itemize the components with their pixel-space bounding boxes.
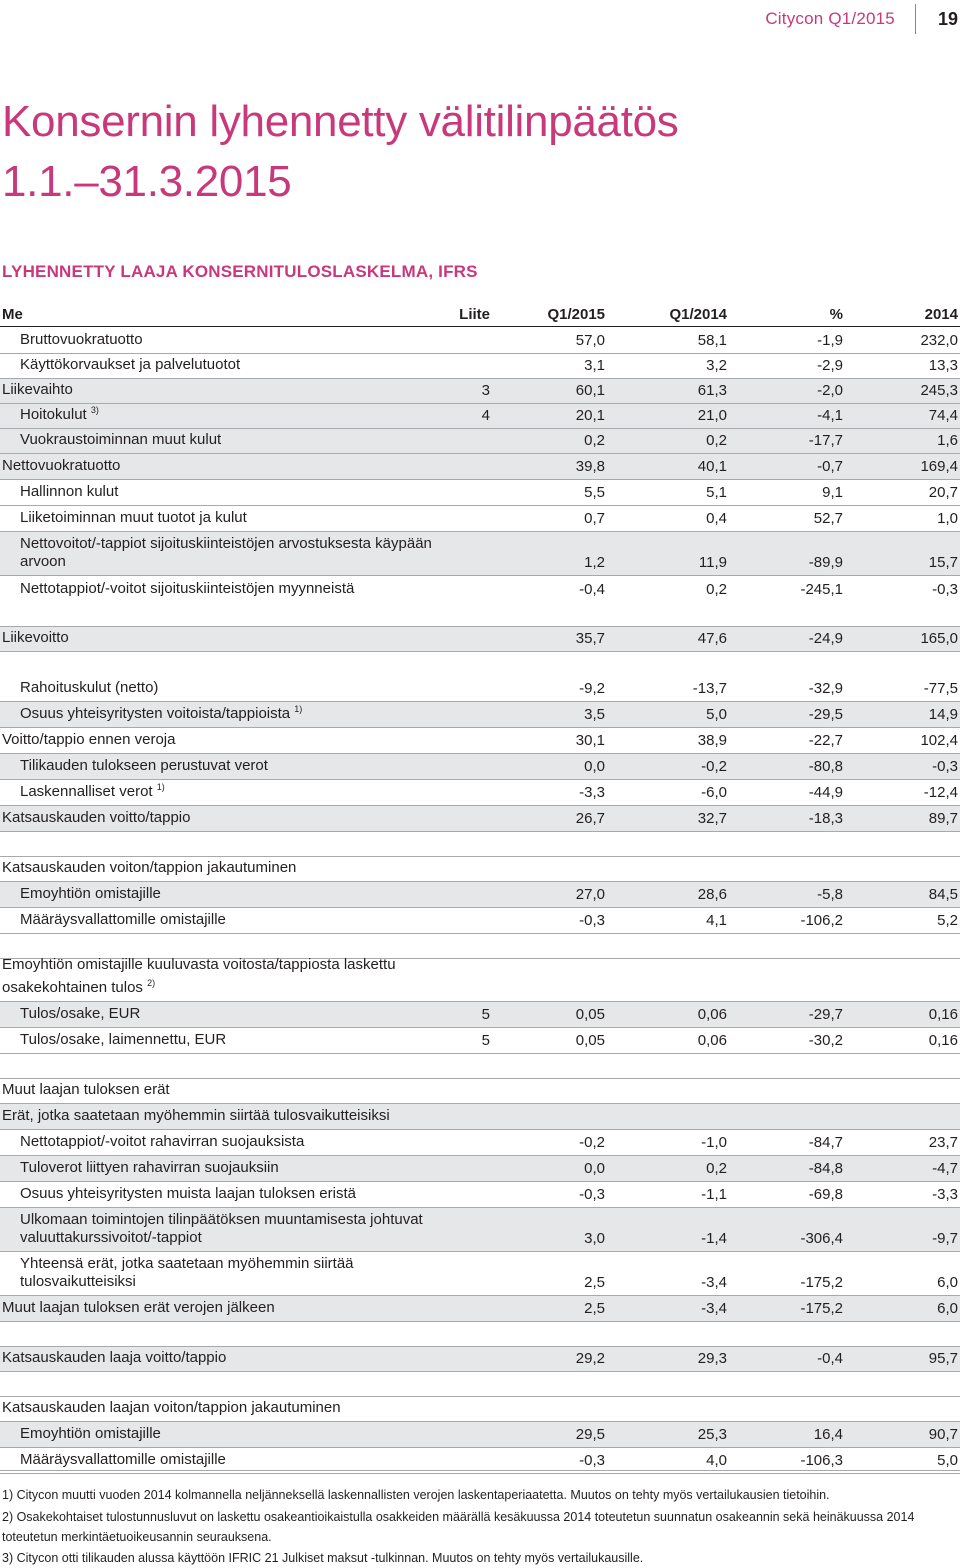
cell-change-pct: -89,9 — [808, 554, 843, 571]
row-label — [20, 700, 450, 723]
cell-change-pct: -175,2 — [800, 1300, 843, 1317]
cell-q1-2014: 21,0 — [697, 407, 727, 424]
table-row — [0, 958, 960, 1002]
cell-2014: 102,4 — [920, 732, 958, 749]
cell-change-pct: -17,7 — [808, 432, 843, 449]
cell-q1-2015: 0,05 — [575, 1032, 605, 1049]
cell-q1-2015: 60,1 — [575, 382, 605, 399]
row-label-text: Osuus yhteisyritysten muista laajan tuloksen eristä — [20, 1185, 356, 1202]
cell-q1-2014: 0,2 — [706, 581, 727, 598]
cell-2014: -0,3 — [932, 581, 958, 598]
cell-q1-2014: 0,2 — [706, 1160, 727, 1177]
table-row — [0, 1028, 960, 1054]
cell-2014: 169,4 — [920, 458, 958, 475]
row-label — [2, 629, 432, 647]
cell-2014: -0,3 — [932, 758, 958, 775]
footnote-ref: 3) — [90, 405, 99, 415]
table-row — [0, 1396, 960, 1422]
footnote-ref: 1) — [156, 782, 165, 792]
table-row — [0, 404, 960, 429]
table-row — [0, 728, 960, 754]
cell-2014: -4,7 — [932, 1160, 958, 1177]
cell-q1-2015: -0,3 — [579, 1186, 605, 1203]
cell-2014: 23,7 — [928, 1134, 958, 1151]
row-label-text: Käyttökorvaukset ja palvelutuotot — [20, 356, 241, 373]
cell-change-pct: -29,7 — [808, 1006, 843, 1023]
table-row — [0, 1252, 960, 1296]
cell-change-pct: -29,5 — [808, 706, 843, 723]
cell-change-pct: 9,1 — [822, 484, 843, 501]
row-label — [20, 580, 450, 598]
table-row — [0, 506, 960, 532]
row-label — [20, 431, 450, 449]
cell-change-pct: -30,2 — [808, 1032, 843, 1049]
cell-q1-2014: 58,1 — [697, 332, 727, 349]
cell-q1-2015: 3,5 — [584, 706, 605, 723]
row-label — [2, 731, 432, 749]
cell-q1-2015: 0,7 — [584, 510, 605, 527]
cell-change-pct: -245,1 — [800, 581, 843, 598]
row-label — [20, 535, 450, 571]
row-label-text: Tulos/osake, laimennettu, EUR — [20, 1031, 227, 1048]
row-label — [2, 1399, 432, 1417]
cell-q1-2014: 0,06 — [697, 1006, 727, 1023]
cell-change-pct: -106,2 — [800, 912, 843, 929]
page-title-line2: 1.1.–31.3.2015 — [2, 157, 292, 206]
cell-q1-2014: -3,4 — [701, 1274, 727, 1291]
cell-q1-2015: 2,5 — [584, 1300, 605, 1317]
row-label-text: Ulkomaan toimintojen tilinpäätöksen muuntamisesta johtuvat valuuttakurssivoitot/-tappiot — [20, 1211, 423, 1246]
table-row — [0, 1296, 960, 1322]
row-label — [2, 457, 432, 475]
cell-q1-2015: 0,0 — [584, 758, 605, 775]
row-label — [20, 1425, 450, 1443]
table-row — [0, 626, 960, 652]
cell-q1-2014: 5,1 — [706, 484, 727, 501]
footnote-2: 2) Osakekohtaiset tulostunnusluvut on laskettu osakeantioikaistulla osakkeiden määrällä kesäkuussa 2014 toteutetun suunnatun osakeannin sekä heinäkuussa 2014 toteutetun merkintäetuoikeusannin seurauksena. — [2, 1510, 915, 1544]
row-label-text: Liikevaihto — [2, 381, 73, 398]
cell-q1-2015: 35,7 — [575, 630, 605, 647]
table-row — [0, 780, 960, 806]
cell-q1-2014: 28,6 — [697, 886, 727, 903]
row-label-text: Emoyhtiön omistajille — [20, 885, 161, 902]
row-label-text: Tilikauden tulokseen perustuvat verot — [20, 757, 268, 774]
row-label — [2, 381, 432, 399]
cell-q1-2014: -0,2 — [701, 758, 727, 775]
cell-change-pct: -22,7 — [808, 732, 843, 749]
row-label — [20, 757, 450, 775]
cell-q1-2014: -1,4 — [701, 1230, 727, 1247]
document-title: Citycon Q1/2015 — [765, 9, 895, 28]
page-header — [765, 6, 960, 32]
cell-q1-2015: 5,5 — [584, 484, 605, 501]
row-label-text: Laskennalliset verot — [20, 783, 153, 800]
cell-2014: 245,3 — [920, 382, 958, 399]
cell-q1-2014: 32,7 — [697, 810, 727, 827]
section-title: LYHENNETTY LAAJA KONSERNITULOSLASKELMA, IFRS — [2, 262, 478, 281]
footnote-3: 3) Citycon otti tilikauden alussa käyttöön IFRIC 21 Julkiset maksut -tulkinnan. Muutos on tehty myös vertailukausille. — [2, 1551, 644, 1565]
cell-2014: 89,7 — [928, 810, 958, 827]
page-number: 19 — [937, 8, 958, 29]
cell-2014: 84,5 — [928, 886, 958, 903]
table-row — [0, 882, 960, 908]
row-label-text: Tulos/osake, EUR — [20, 1005, 141, 1022]
cell-q1-2014: 0,06 — [697, 1032, 727, 1049]
cell-q1-2015: 29,5 — [575, 1426, 605, 1443]
cell-2014: 165,0 — [920, 630, 958, 647]
cell-change-pct: -175,2 — [800, 1274, 843, 1291]
row-label — [20, 1211, 450, 1247]
row-label — [2, 956, 432, 997]
cell-q1-2015: -9,2 — [579, 680, 605, 697]
page-title-line1: Konsernin lyhennetty välitilinpäätös — [2, 97, 679, 146]
table-row — [0, 1002, 960, 1028]
cell-change-pct: -1,9 — [817, 332, 843, 349]
row-label — [20, 356, 450, 374]
row-label — [2, 859, 432, 877]
table-row — [0, 532, 960, 576]
cell-q1-2015: 30,1 — [575, 732, 605, 749]
cell-change-pct: -32,9 — [808, 680, 843, 697]
cell-2014: 1,6 — [937, 432, 958, 449]
cell-change-pct: 52,7 — [813, 510, 843, 527]
row-label — [2, 1349, 432, 1367]
cell-2014: 13,3 — [928, 357, 958, 374]
cell-2014: -9,7 — [932, 1230, 958, 1247]
row-label — [20, 911, 450, 929]
cell-q1-2014: 4,1 — [706, 912, 727, 929]
cell-2014: 0,16 — [928, 1032, 958, 1049]
cell-2014: 5,2 — [937, 912, 958, 929]
row-label-text: Katsauskauden voitto/tappio — [2, 809, 191, 826]
row-label-text: Liikevoitto — [2, 629, 69, 646]
cell-note: 5 — [481, 1032, 490, 1049]
row-label-text: Tuloverot liittyen rahavirran suojauksiin — [20, 1159, 279, 1176]
row-label-text: Hallinnon kulut — [20, 483, 119, 500]
cell-q1-2015: 39,8 — [575, 458, 605, 475]
cell-2014: 5,0 — [937, 1452, 958, 1469]
cell-change-pct: -0,7 — [817, 458, 843, 475]
cell-q1-2015: 0,05 — [575, 1006, 605, 1023]
cell-q1-2014: 4,0 — [706, 1452, 727, 1469]
cell-change-pct: -106,3 — [800, 1452, 843, 1469]
cell-note: 3 — [481, 382, 490, 399]
cell-change-pct: -2,0 — [817, 382, 843, 399]
cell-2014: 15,7 — [928, 554, 958, 571]
table-row — [0, 1208, 960, 1252]
footnote-ref: 2) — [147, 978, 156, 988]
cell-change-pct: -0,4 — [817, 1350, 843, 1367]
cell-note: 4 — [481, 407, 490, 424]
cell-q1-2014: -3,4 — [701, 1300, 727, 1317]
table-row — [0, 354, 960, 379]
cell-2014: 95,7 — [928, 1350, 958, 1367]
table-row — [0, 1130, 960, 1156]
row-label-text: Nettovuokratuotto — [2, 457, 121, 474]
col-2014: 2014 — [924, 306, 958, 323]
cell-2014: 90,7 — [928, 1426, 958, 1443]
row-label — [20, 885, 450, 903]
row-label — [20, 483, 450, 501]
table-row — [0, 480, 960, 506]
col-change-pct: % — [829, 306, 843, 323]
cell-q1-2015: -0,3 — [579, 912, 605, 929]
cell-2014: 6,0 — [937, 1300, 958, 1317]
row-label-text: Katsauskauden laaja voitto/tappio — [2, 1349, 227, 1366]
row-label-text: Määräysvallattomille omistajille — [20, 1451, 226, 1468]
row-label-text: Emoyhtiön omistajille — [20, 1425, 161, 1442]
row-label-text: Liiketoiminnan muut tuotot ja kulut — [20, 509, 247, 526]
row-label — [20, 1005, 450, 1023]
cell-q1-2015: 1,2 — [584, 554, 605, 571]
cell-q1-2015: 20,1 — [575, 407, 605, 424]
table-row — [0, 429, 960, 454]
row-label-text: Voitto/tappio ennen veroja — [2, 731, 176, 748]
cell-q1-2015: 3,1 — [584, 357, 605, 374]
cell-q1-2014: 61,3 — [697, 382, 727, 399]
cell-change-pct: -306,4 — [800, 1230, 843, 1247]
table-row — [0, 754, 960, 780]
cell-2014: -12,4 — [923, 784, 958, 801]
row-label — [20, 1255, 450, 1291]
table-row — [0, 1078, 960, 1104]
cell-change-pct: -24,9 — [808, 630, 843, 647]
cell-q1-2014: -1,0 — [701, 1134, 727, 1151]
cell-change-pct: -80,8 — [808, 758, 843, 775]
table-row — [0, 908, 960, 934]
cell-q1-2015: 27,0 — [575, 886, 605, 903]
cell-change-pct: -69,8 — [808, 1186, 843, 1203]
row-label — [20, 1133, 450, 1151]
cell-q1-2015: 0,2 — [584, 432, 605, 449]
row-label-text: Erät, jotka saatetaan myöhemmin siirtää tulosvaikutteisiksi — [2, 1107, 390, 1124]
cell-2014: -3,3 — [932, 1186, 958, 1203]
table-row — [0, 329, 960, 354]
cell-q1-2014: 0,4 — [706, 510, 727, 527]
cell-2014: 0,16 — [928, 1006, 958, 1023]
cell-q1-2015: -0,2 — [579, 1134, 605, 1151]
row-label-text: Muut laajan tuloksen erät — [2, 1081, 170, 1098]
cell-q1-2014: 40,1 — [697, 458, 727, 475]
row-label-text: Nettotappiot/-voitot sijoituskiinteistöjen myynneistä — [20, 580, 355, 597]
col-q1-2014: Q1/2014 — [669, 306, 727, 323]
row-label-text: Emoyhtiön omistajille kuuluvasta voitosta/tappiosta laskettu osakekohtainen tulos — [2, 956, 396, 996]
table-row — [0, 1422, 960, 1448]
col-unit: Me — [2, 306, 23, 323]
cell-change-pct: -44,9 — [808, 784, 843, 801]
table-row — [0, 806, 960, 832]
cell-2014: 232,0 — [920, 332, 958, 349]
footnote-1: 1) Citycon muutti vuoden 2014 kolmannella neljänneksellä laskennallisten verojen laskentaperiaatetta. Muutos on tehty myös vertailukausien tietoihin. — [2, 1488, 830, 1502]
table-row — [0, 1182, 960, 1208]
cell-q1-2015: 29,2 — [575, 1350, 605, 1367]
cell-2014: 20,7 — [928, 484, 958, 501]
row-label-text: Muut laajan tuloksen erät verojen jälkeen — [2, 1299, 275, 1316]
page-title — [2, 92, 679, 212]
cell-q1-2014: 29,3 — [697, 1350, 727, 1367]
row-label-text: Katsauskauden laajan voiton/tappion jakautuminen — [2, 1399, 341, 1416]
row-label-text: Nettotappiot/-voitot rahavirran suojauksista — [20, 1133, 305, 1150]
row-label — [20, 1451, 450, 1469]
table-row — [0, 1156, 960, 1182]
row-label — [20, 331, 450, 349]
cell-q1-2014: -6,0 — [701, 784, 727, 801]
table-header — [0, 304, 960, 327]
cell-2014: 1,0 — [937, 510, 958, 527]
cell-q1-2014: -1,1 — [701, 1186, 727, 1203]
cell-q1-2014: 25,3 — [697, 1426, 727, 1443]
table-row — [0, 702, 960, 728]
cell-note: 5 — [481, 1006, 490, 1023]
col-note: Liite — [459, 306, 490, 323]
row-label-text: Nettovoitot/-tappiot sijoituskiinteistöjen arvostuksesta käypään arvoon — [20, 535, 432, 570]
table-row — [0, 454, 960, 480]
cell-q1-2015: 3,0 — [584, 1230, 605, 1247]
cell-q1-2015: -3,3 — [579, 784, 605, 801]
table-row — [0, 856, 960, 882]
footnote-ref: 1) — [294, 704, 303, 714]
table-bottom-rule — [0, 1470, 960, 1471]
row-label-text: Yhteensä erät, jotka saatetaan myöhemmin siirtää tulosvaikutteisiksi — [20, 1255, 354, 1290]
cell-change-pct: -5,8 — [817, 886, 843, 903]
row-label-text: Määräysvallattomille omistajille — [20, 911, 226, 928]
row-label-text: Vuokraustoiminnan muut kulut — [20, 431, 222, 448]
cell-2014: 14,9 — [928, 706, 958, 723]
cell-change-pct: -84,7 — [808, 1134, 843, 1151]
cell-q1-2015: 0,0 — [584, 1160, 605, 1177]
row-label-text: Osuus yhteisyritysten voitoista/tappioista — [20, 705, 291, 722]
row-label — [2, 809, 432, 827]
cell-2014: 6,0 — [937, 1274, 958, 1291]
row-label-text: Bruttovuokratuotto — [20, 331, 143, 348]
cell-q1-2015: -0,3 — [579, 1452, 605, 1469]
cell-q1-2015: 26,7 — [575, 810, 605, 827]
cell-q1-2015: -0,4 — [579, 581, 605, 598]
cell-change-pct: -4,1 — [817, 407, 843, 424]
cell-q1-2015: 57,0 — [575, 332, 605, 349]
row-label-text: Katsauskauden voiton/tappion jakautuminen — [2, 859, 297, 876]
cell-q1-2014: 47,6 — [697, 630, 727, 647]
cell-q1-2014: 11,9 — [698, 554, 727, 571]
cell-q1-2015: 2,5 — [584, 1274, 605, 1291]
row-label — [20, 401, 450, 424]
cell-q1-2014: 5,0 — [706, 706, 727, 723]
table-row — [0, 1104, 960, 1130]
row-label — [20, 509, 450, 527]
cell-change-pct: 16,4 — [813, 1426, 843, 1443]
row-label — [20, 778, 450, 801]
row-label — [2, 1081, 432, 1099]
table-row — [0, 576, 960, 602]
row-label-text: Rahoituskulut (netto) — [20, 679, 159, 696]
row-label — [20, 679, 450, 697]
cell-change-pct: -84,8 — [808, 1160, 843, 1177]
cell-change-pct: -2,9 — [817, 357, 843, 374]
row-label — [20, 1185, 450, 1203]
cell-change-pct: -18,3 — [808, 810, 843, 827]
cell-q1-2014: 3,2 — [706, 357, 727, 374]
row-label — [2, 1299, 432, 1317]
cell-q1-2014: 38,9 — [697, 732, 727, 749]
col-q1-2015: Q1/2015 — [547, 306, 605, 323]
row-label — [20, 1159, 450, 1177]
table-row — [0, 676, 960, 702]
cell-2014: -77,5 — [923, 680, 958, 697]
cell-q1-2014: 0,2 — [706, 432, 727, 449]
row-label-text: Hoitokulut — [20, 406, 87, 423]
table-row — [0, 1346, 960, 1372]
cell-q1-2014: -13,7 — [692, 680, 727, 697]
row-label — [2, 1107, 432, 1125]
row-label — [20, 1031, 450, 1049]
cell-2014: 74,4 — [928, 407, 958, 424]
